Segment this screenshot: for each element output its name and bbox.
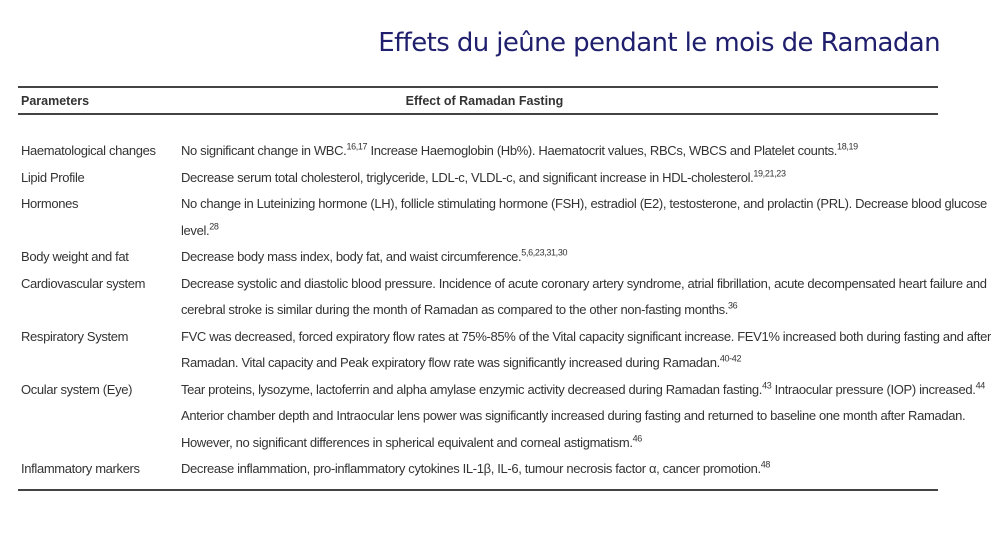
reference-superscript: 43	[762, 380, 772, 391]
table-header-row	[18, 88, 938, 113]
table-row	[18, 271, 987, 324]
parameter-cell: Body weight and fat	[21, 249, 129, 264]
effect-line	[181, 165, 938, 192]
effect-text: Intraocular pressure (IOP) increased.	[771, 381, 976, 397]
table-row	[18, 244, 938, 271]
reference-superscript: 28	[209, 221, 219, 232]
reference-superscript: 5,6,23,31,30	[521, 247, 568, 258]
reference-superscript: 19,21,23	[753, 168, 786, 179]
header-effect: Effect of Ramadan Fasting	[405, 93, 564, 108]
effect-text: Ramadan. Vital capacity and Peak expiratory flow rate was significantly increased during Ramadan.	[181, 355, 720, 370]
effect-cell	[181, 244, 938, 271]
table-row	[18, 191, 987, 244]
effect-text: Anterior chamber depth and Intraocular lens power was significantly increased during fasting and returned to baseline one month after Ramadan.	[181, 408, 966, 423]
effect-cell	[181, 138, 938, 165]
table-row	[18, 324, 991, 377]
reference-superscript: 44	[975, 380, 985, 391]
effect-line	[181, 138, 938, 165]
parameter-cell: Cardiovascular system	[21, 275, 146, 291]
reference-superscript: 46	[632, 433, 642, 444]
effects-table	[18, 86, 991, 491]
table-row	[18, 165, 938, 192]
reference-superscript: 36	[728, 300, 738, 311]
parameter-cell: Hormones	[21, 196, 79, 211]
effect-text: cerebral stroke is similar during the month of Ramadan as compared to the other non-fasting months.	[181, 302, 729, 317]
effect-line	[181, 350, 991, 377]
effect-line	[181, 403, 985, 430]
reference-superscript: 16,17	[346, 141, 368, 152]
effect-text: Decrease body mass index, body fat, and waist circumference.	[181, 249, 522, 264]
effect-text: No significant change in WBC.	[181, 143, 347, 158]
effect-line	[181, 430, 985, 457]
table-row	[18, 456, 938, 483]
effect-text: No change in Luteinizing hormone (LH), follicle stimulating hormone (FSH), estradiol (E2), testosterone, and prolactin (PRL). Decrease blood glucose	[181, 196, 987, 211]
reference-superscript: 40-42	[719, 353, 742, 364]
effect-line	[181, 324, 991, 351]
table-bottom-rule	[18, 489, 938, 491]
effect-text: Tear proteins, lysozyme, lactoferrin and alpha amylase enzymic activity decreased during Ramadan fasting.	[181, 381, 763, 397]
parameter-cell: Lipid Profile	[21, 169, 85, 185]
effect-line	[181, 244, 938, 271]
effect-text: Decrease serum total cholesterol, triglyceride, LDL-c, VLDL-c, and significant increase in HDL-cholesterol.	[181, 169, 754, 185]
table-row	[18, 138, 938, 165]
effect-cell	[181, 456, 938, 483]
table-row	[18, 377, 985, 457]
effect-text: Decrease inflammation, pro-inflammatory cytokines IL-1β, IL-6, tumour necrosis factor α, cancer promotion.	[181, 461, 761, 476]
parameter-cell: Respiratory System	[21, 328, 129, 344]
effect-text: FVC was decreased, forced expiratory flow rates at 75%-85% of the Vital capacity significant increase. FEV1% increased both during fasting and after	[181, 328, 991, 344]
table-body	[18, 115, 991, 483]
effect-text: However, no significant differences in spherical equivalent and corneal astigmatism.	[181, 434, 633, 450]
effect-cell	[181, 191, 987, 244]
effect-line	[181, 271, 987, 298]
effect-line	[181, 377, 985, 404]
effect-text: Decrease systolic and diastolic blood pressure. Incidence of acute coronary artery syndrome, atrial fibrillation, acute decompensated heart failure and	[181, 275, 987, 291]
effect-text: level.	[181, 222, 210, 238]
effect-cell	[181, 324, 991, 377]
effect-cell	[181, 271, 987, 324]
effect-line	[181, 297, 987, 324]
reference-superscript: 48	[760, 459, 771, 470]
effect-line	[181, 456, 938, 483]
effect-text: Increase Haemoglobin (Hb%). Haematocrit values, RBCs, WBCS and Platelet counts.	[367, 143, 838, 158]
parameter-cell: Haematological changes	[21, 143, 156, 158]
parameter-cell: Inflammatory markers	[21, 461, 140, 476]
effect-line	[181, 191, 987, 218]
parameter-cell: Ocular system (Eye)	[21, 381, 133, 397]
slide-title: Effets du jeûne pendant le mois de Ramadan	[378, 28, 940, 58]
effect-line	[181, 218, 987, 245]
effect-cell	[181, 377, 985, 457]
effect-cell	[181, 165, 938, 192]
header-parameters: Parameters	[21, 93, 90, 108]
reference-superscript: 18,19	[837, 141, 858, 152]
